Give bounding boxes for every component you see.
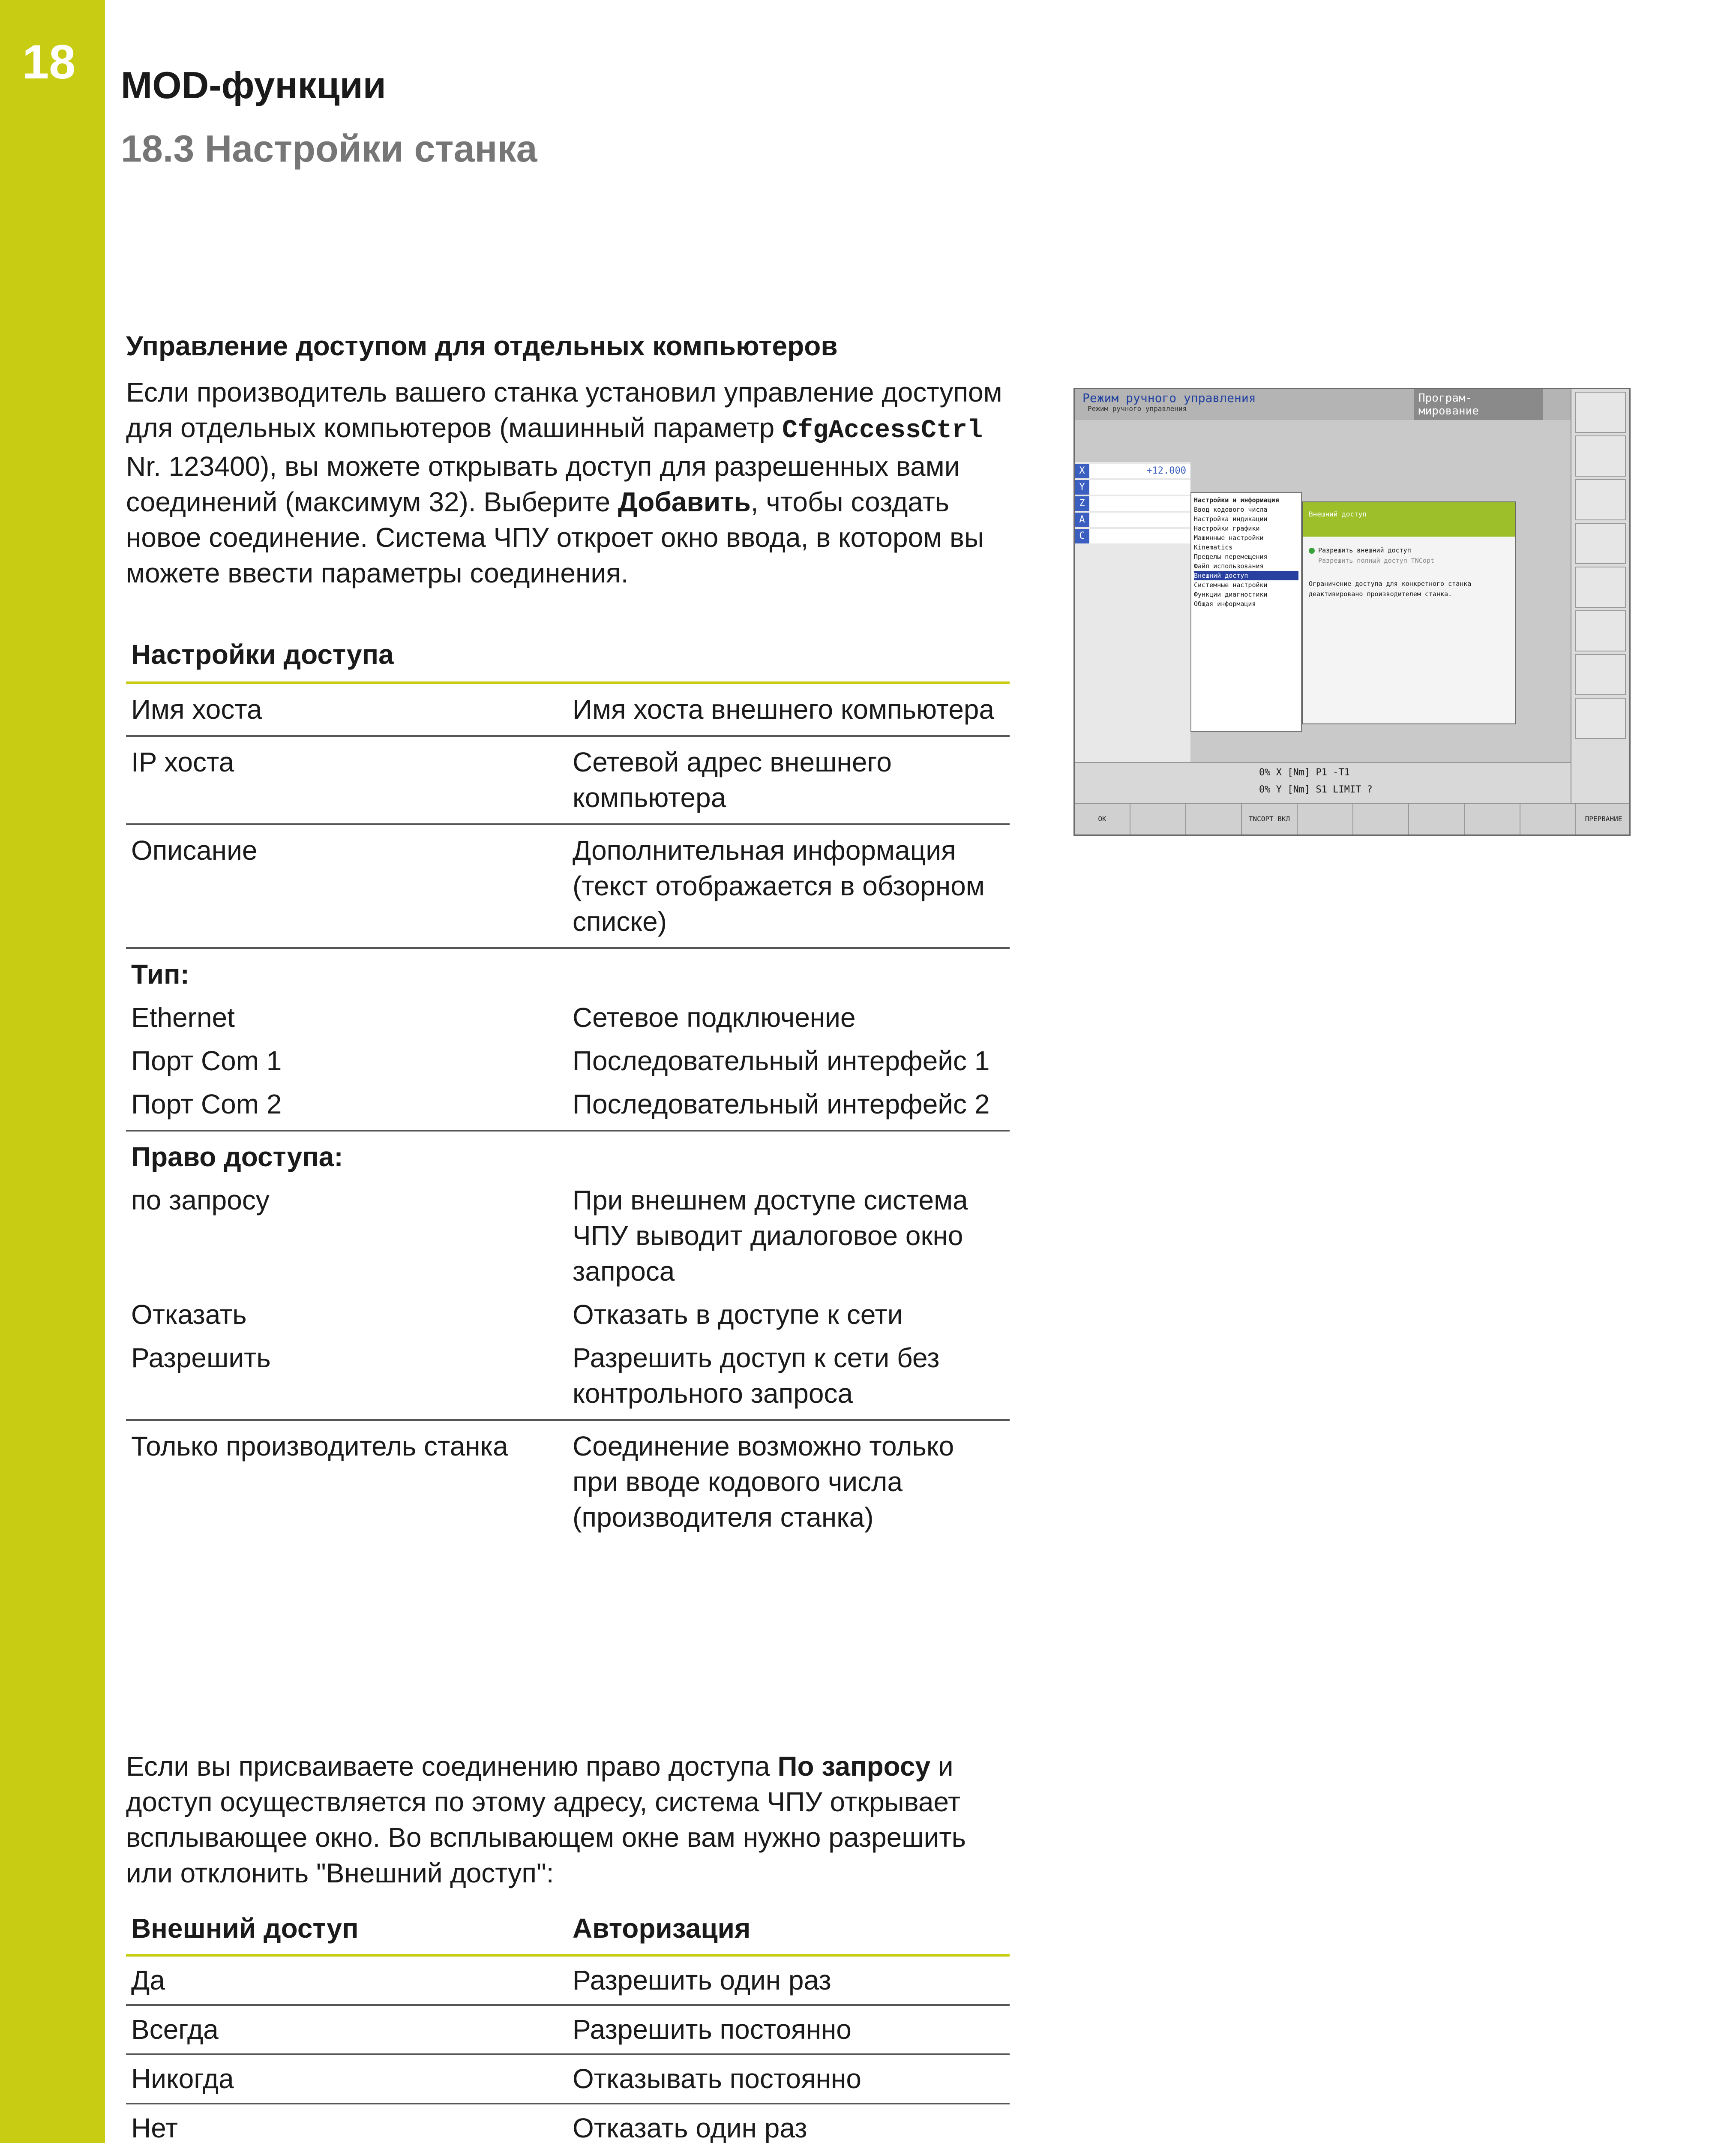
popup-text-2: и доступ осуществляется по этому адресу, система ЧПУ открывает всплывающее окно. Во всплывающем окне вам нужно разрешить или отклонить "Внешний доступ": [126, 1751, 966, 1888]
vertical-softkey[interactable] [1575, 698, 1626, 739]
softkey[interactable] [1186, 804, 1242, 834]
menu-item-selected[interactable]: Внешний доступ [1194, 571, 1298, 580]
screen-header [1075, 389, 1631, 420]
settings-menu [1190, 492, 1302, 732]
axis-label: Y [1075, 480, 1089, 495]
table-row [126, 1132, 1010, 1183]
section-title: 18.3 Настройки станка [121, 127, 537, 170]
dialog-option-label: Разрешить внешний доступ [1318, 546, 1411, 554]
chapter-title: MOD-функции [121, 64, 386, 106]
table-row [126, 825, 1010, 949]
menu-item[interactable]: Ввод кодового числа [1194, 506, 1268, 513]
vertical-softkey[interactable] [1575, 479, 1626, 520]
vertical-softkey[interactable] [1575, 523, 1626, 564]
menu-item[interactable]: Kinematics [1194, 543, 1233, 551]
menu-title: Настройки и информация [1194, 496, 1279, 504]
table-cell: Сетевой адрес внешнего компьютера [573, 747, 892, 813]
vertical-softkey[interactable] [1575, 610, 1626, 651]
table-cell: по запросу [131, 1185, 270, 1216]
vertical-softkeys [1571, 389, 1629, 836]
table-row [126, 949, 1010, 1000]
dialog-option-disabled: Разрешить полный доступ TNCopt [1318, 557, 1434, 564]
table-cell: Никогда [131, 2063, 234, 2094]
table-row [126, 1000, 1010, 1043]
table-cell: Разрешить доступ к сети без контрольного запроса [573, 1342, 940, 1409]
softkey[interactable] [1130, 804, 1186, 834]
menu-item[interactable]: Настройка индикации [1194, 515, 1268, 523]
axis-label: Z [1075, 496, 1089, 511]
table-cell: Разрешить один раз [573, 1965, 831, 1996]
table-cell: Соединение возможно только при вводе кодового числа (производителя станка) [573, 1431, 954, 1533]
axis-row [1075, 496, 1190, 511]
menu-item[interactable]: Функции диагностики [1194, 591, 1268, 598]
menu-item[interactable]: Файл использования [1194, 562, 1264, 570]
popup-section [126, 1749, 1009, 1891]
table-cell: Только производитель станка [131, 1431, 508, 1462]
vertical-softkey[interactable] [1575, 435, 1626, 477]
menu-item[interactable]: Настройки графики [1194, 525, 1260, 532]
axis-label: X [1075, 464, 1089, 478]
table-cell: Разрешить постоянно [573, 2014, 852, 2045]
axis-display [1075, 462, 1190, 762]
table-row [126, 1183, 1010, 1297]
intro-paragraph [126, 375, 1009, 591]
table-header [126, 1903, 1010, 1957]
softkey-tncopt[interactable]: TNCOPT ВКЛ [1242, 804, 1298, 834]
table-row [126, 737, 1010, 825]
menu-item[interactable]: Системные настройки [1194, 581, 1268, 589]
table-cell: Ethernet [131, 1002, 235, 1033]
dialog-header: Внешний доступ [1303, 502, 1515, 537]
table-row [126, 684, 1010, 737]
axis-row [1075, 529, 1190, 543]
table-cell: Сетевое подключение [573, 1002, 856, 1033]
programming-mode-tab[interactable]: Програм- мирование [1414, 389, 1543, 420]
table-cell: Отказывать постоянно [573, 2063, 861, 2094]
menu-item[interactable]: Машинные настройки [1194, 534, 1264, 542]
menu-item[interactable]: Общая информация [1194, 600, 1256, 608]
table-cell: Да [131, 1965, 165, 1996]
access-table-title: Настройки доступа [131, 639, 394, 670]
table-row [126, 1043, 1010, 1087]
axis-row [1075, 480, 1190, 495]
table-cell: Имя хоста внешнего компьютера [573, 694, 995, 725]
screen-mode-title: Режим ручного управления [1082, 391, 1256, 405]
softkey[interactable] [1520, 804, 1576, 834]
status-line: 0% X [Nm] P1 -T1 [1259, 767, 1350, 778]
authorization-table [126, 1903, 1010, 2143]
table-header-cell: Внешний доступ [131, 1913, 359, 1944]
menu-item[interactable]: Пределы перемещения [1194, 553, 1268, 561]
table-cell: Последовательный интерфейс 1 [573, 1045, 990, 1076]
table-cell: Имя хоста [131, 694, 262, 725]
vertical-softkey[interactable] [1575, 654, 1626, 695]
softkey[interactable] [1409, 804, 1465, 834]
table-cell: При внешнем доступе система ЧПУ выводит диалоговое окно запроса [573, 1185, 968, 1287]
table-cell: Разрешить [131, 1342, 271, 1373]
vertical-softkey[interactable] [1575, 567, 1626, 608]
chapter-sidebar [0, 0, 105, 2143]
axis-value: +12.000 [1146, 465, 1186, 476]
horizontal-softkeys [1075, 803, 1631, 834]
table-cell: IP хоста [131, 747, 234, 777]
access-right-heading: Право доступа: [131, 1141, 343, 1172]
softkey[interactable] [1298, 804, 1353, 834]
table-row [126, 1340, 1010, 1421]
dialog-body [1303, 537, 1515, 608]
dialog-note: Ограничение доступа для конкретного станка деактивировано производителем станка. [1309, 580, 1472, 598]
popup-paragraph [126, 1749, 1009, 1891]
vertical-softkey[interactable] [1575, 392, 1626, 433]
add-button-ref: Добавить [618, 486, 751, 517]
table-cell: Порт Com 2 [131, 1089, 282, 1120]
table-cell: Отказать в доступе к сети [573, 1299, 903, 1330]
popup-text-1: Если вы присваиваете соединению право доступа [126, 1751, 778, 1782]
chapter-number: 18 [22, 35, 76, 89]
intro-section [126, 330, 1009, 591]
table-row [126, 2055, 1010, 2104]
axis-label: C [1075, 529, 1089, 543]
table-cell: Отказать один раз [573, 2113, 807, 2143]
on-request-ref: По запросу [777, 1751, 931, 1782]
table-row [126, 1957, 1010, 2006]
external-access-dialog [1302, 501, 1516, 724]
table-cell: Описание [131, 835, 258, 866]
softkey[interactable] [1353, 804, 1409, 834]
axis-row [1075, 513, 1190, 527]
cnc-screenshot [1073, 388, 1631, 836]
intro-text-3: , чтобы создать новое соединение. Система ЧПУ откроет окно ввода, в котором вы можете ввести параметры соединения. [126, 486, 984, 588]
softkey-cancel[interactable]: ПРЕРВАНИЕ [1576, 804, 1631, 834]
access-settings-table [126, 681, 1010, 1543]
dialog-option[interactable] [1309, 545, 1509, 555]
table-row [126, 2104, 1010, 2143]
status-dot-icon [1309, 548, 1315, 554]
table-cell: Нет [131, 2113, 178, 2143]
intro-text-1: Если производитель вашего станка установил управление доступом для отдельных компьютеров (машинный параметр [126, 377, 1002, 443]
table-cell: Порт Com 1 [131, 1045, 282, 1076]
axis-label: A [1075, 513, 1089, 527]
table-cell: Дополнительная информация (текст отображается в обзорном списке) [573, 835, 985, 937]
intro-heading: Управление доступом для отдельных компьютеров [126, 330, 838, 361]
status-line: 0% Y [Nm] S1 LIMIT ? [1259, 784, 1373, 795]
table-header-cell: Авторизация [573, 1913, 751, 1944]
table-cell: Отказать [131, 1299, 247, 1330]
screen-mode-subtitle: Режим ручного управления [1088, 405, 1187, 413]
table-row [126, 1421, 1010, 1543]
table-cell: Последовательный интерфейс 2 [573, 1089, 990, 1120]
softkey-ok[interactable]: OK [1075, 804, 1130, 834]
intro-text-2: Nr. 123400), вы можете открывать доступ для разрешенных вами соединений (максимум 32). Выберите [126, 451, 960, 517]
table-cell: Всегда [131, 2014, 219, 2045]
type-heading: Тип: [131, 959, 189, 990]
table-row [126, 1087, 1010, 1132]
softkey[interactable] [1465, 804, 1520, 834]
machine-parameter: CfgAccessCtrl [782, 416, 983, 445]
table-row [126, 2006, 1010, 2055]
table-row [126, 1297, 1010, 1340]
axis-row [1075, 464, 1190, 478]
